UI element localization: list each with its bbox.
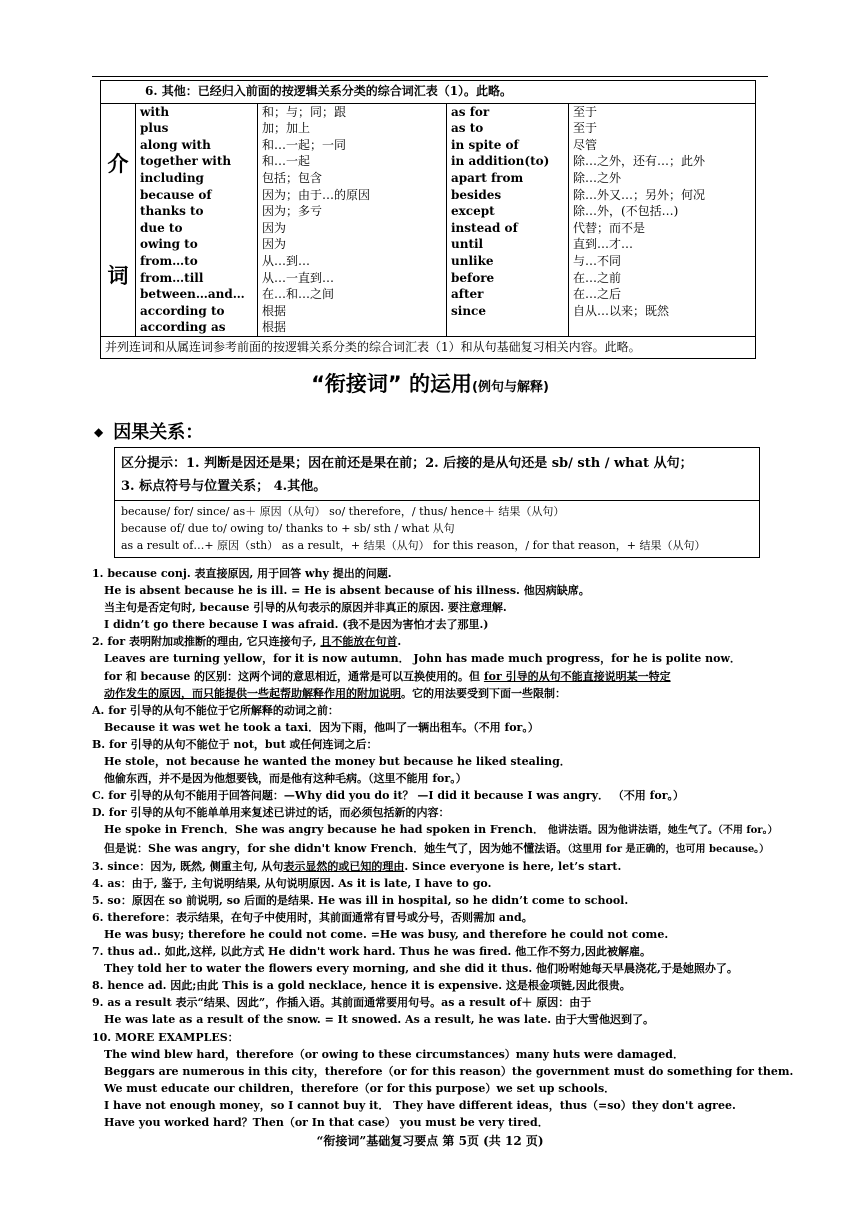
section-heading — [94, 418, 203, 444]
body-line: 6. therefore：表示结果，在句子中使用时，其前面通常有冒号或分号，否则需加 and。 — [92, 910, 533, 924]
table-body-row — [101, 103, 756, 336]
list-line: from…to — [140, 253, 198, 268]
body-line: They told her to water the flowers every morning, and she did it thus. 他们吩咐她每天早晨浇花,于是她照办了。 — [104, 962, 738, 976]
body-line: He was busy; therefore he could not come. =He was busy, and therefore he could not come. — [104, 927, 669, 941]
body-text: 2. for 表明附加或推断的理由, 它只连接句子, — [92, 635, 321, 649]
body-line: Leaves are turning yellow，for it is now autumn． John has made much progress，for he is polite now． — [104, 652, 741, 666]
list-line: instead of — [451, 220, 518, 235]
list-line: because of/ due to/ owing to/ thanks to + sb/ sth / what 从句 — [121, 522, 455, 535]
body-line: Have you worked hard？Then（or In that case） you must be very tired． — [104, 1116, 549, 1129]
list-line: because/ for/ since/ as＋ 原因（从句） so/ therefore，/ thus/ hence＋ 结果（从句） — [121, 505, 565, 518]
body-line: I didn’t go there because I was afraid. (我不是因为害怕才去了那里.) — [104, 618, 489, 632]
body-line: 7. thus ad.. 如此,这样, 以此方式 He didn't work hard. Thus he was fired. 他工作不努力,因此被解雇。 — [92, 945, 652, 959]
body-line: He was late as a result of the snow. = It snowed. As a result, he was late. 由于大雪他迟到了。 — [104, 1013, 654, 1027]
body-line: A. for 引导的从句不能位于它所解释的动词之前： — [92, 703, 339, 717]
body-line — [92, 858, 772, 875]
diamond-bullet-icon: ◆ — [94, 425, 104, 439]
body-line: D. for 引导的从句不能单单用来复述已讲过的话，而必须包括新的内容： — [92, 806, 450, 820]
label-bottom: 词 — [107, 263, 129, 288]
body-text: for 和 because 的区别：这两个词的意思相近，通常是可以互换使用的。但 — [104, 669, 484, 683]
body-line: 1. because conj. 表直接原因, 用于回答 why 提出的问题. — [92, 567, 392, 580]
list-line: 尽管 — [573, 137, 598, 152]
list-line: except — [451, 204, 495, 219]
list-line: 在…和…之间 — [262, 287, 335, 302]
page-title — [0, 368, 860, 398]
table-header-row — [101, 81, 756, 104]
label-top: 介 — [107, 151, 129, 176]
top-rule — [92, 76, 768, 77]
title-main: “衔接词” 的运用 — [311, 372, 473, 396]
body-line — [92, 668, 772, 685]
body-line: 5. so：原因在 so 前说明, so 后面的是结果. He was ill in hospital, so he didn’t come to school. — [92, 893, 629, 907]
list-line: plus — [140, 121, 169, 136]
list-line: 在…之后 — [573, 287, 622, 302]
page-footer: “衔接词”基础复习要点 第 5页 (共 12 页) — [316, 1134, 544, 1148]
list-line: after — [451, 287, 484, 302]
title-sub: (例句与解释) — [472, 380, 549, 395]
list-line: including — [140, 170, 204, 185]
body-line: He stole，not because he wanted the money but because he liked stealing． — [104, 755, 571, 769]
list-line: 代替；而不是 — [573, 220, 646, 235]
list-line: along with — [140, 137, 211, 152]
list-line: together with — [140, 154, 232, 169]
body-line: Because it was wet he took a taxi．因为下雨，他叫了一辆出租车。（不用 for。） — [104, 720, 539, 734]
body-text: He spoke in French．She was angry because he had spoken in French． — [104, 823, 545, 837]
list-line: apart from — [451, 170, 524, 185]
list-line: unlike — [451, 253, 494, 268]
list-line: 和…一起 — [262, 154, 311, 169]
list-line: according as — [140, 320, 226, 335]
list-line: 因为；由于…的原因 — [262, 187, 371, 202]
list-line: as to — [451, 121, 484, 136]
tip-box-patterns — [115, 501, 759, 557]
col1-english — [136, 103, 258, 336]
list-line: 根据 — [262, 303, 287, 318]
body-line: 10. MORE EXAMPLES： — [92, 1030, 239, 1044]
body-line: The wind blew hard，therefore（or owing to these circumstances）many huts were damaged． — [104, 1047, 684, 1061]
body-line: Beggars are numerous in this city，therefore（or for this reason）the government must do something for them. — [104, 1064, 794, 1078]
list-line: besides — [451, 187, 502, 202]
list-line: before — [451, 270, 495, 285]
list-line: in spite of — [451, 137, 519, 152]
list-line: 除…之外，还有…；此外 — [573, 154, 706, 169]
list-line: owing to — [140, 237, 198, 252]
list-line: 根据 — [262, 320, 287, 335]
body-line — [92, 840, 772, 858]
list-line: 和；与；同；跟 — [262, 104, 347, 119]
list-line: 从…一直到… — [262, 270, 335, 285]
list-line: 自从…以来；既然 — [573, 303, 670, 318]
body-underlined-text: 动作发生的原因，而只能提供一些起帮助解释作用的附加说明 — [104, 686, 401, 700]
body-line — [92, 821, 778, 839]
list-line: as a result of…+ 原因（sth） as a result，+ 结果（从句） for this reason，/ for that reason，+ 结果（从句） — [121, 539, 706, 552]
table-footer-text: 并列连词和从属连词参考前面的按逻辑关系分类的综合词汇表（1）和从句基础复习相关内容。此略。 — [101, 336, 756, 358]
table-label-cell — [101, 103, 136, 336]
body-text: . — [397, 635, 402, 649]
body-line: I have not enough money，so I cannot buy it． They have different ideas，thus（=so）they don't agree. — [104, 1098, 736, 1112]
list-line: 与…不同 — [573, 253, 622, 268]
list-line: because of — [140, 187, 212, 202]
list-line: since — [451, 303, 486, 318]
list-line: until — [451, 237, 484, 252]
col2-chinese — [569, 103, 756, 336]
list-line: 因为 — [262, 220, 287, 235]
list-line: 除…外又…；另外；何况 — [573, 187, 706, 202]
list-line: 因为；多亏 — [262, 204, 323, 219]
body-small-text: （这里用 for 是正确的，也可用 because。） — [567, 843, 770, 855]
list-line: in addition(to) — [451, 154, 550, 169]
list-line: 至于 — [573, 121, 598, 136]
list-line: 除…之外 — [573, 170, 622, 185]
list-line: from…till — [140, 270, 204, 285]
body-text: 。它的用法要受到下面一些限制： — [401, 686, 566, 700]
body-line: He is absent because he is ill. = He is absent because of his illness. 他因病缺席。 — [104, 584, 590, 598]
body-line: 当主句是否定句时, because 引导的从句表示的原因并非真正的原因. 要注意理解. — [104, 601, 507, 615]
tip-line-1: 区分提示：1. 判断是因还是果；因在前还是果在前；2. 后接的是从句还是 sb/ sth / what 从句； — [121, 456, 693, 471]
list-line: 除…外，(不包括…) — [573, 204, 679, 219]
body-underlined-text: for 引导的从句不能直接说明某一特定 — [483, 669, 671, 683]
section-heading-text: 因果关系： — [113, 422, 204, 443]
list-line: as for — [451, 104, 490, 119]
list-line: 和…一起；一同 — [262, 137, 347, 152]
body-text: . Since everyone is here, let’s start. — [404, 859, 622, 873]
body-line — [92, 685, 772, 702]
body-line: 8. hence ad. 因此;由此 This is a gold necklace, hence it is expensive. 这是根金项链,因此很贵。 — [92, 979, 631, 993]
col1-chinese — [258, 103, 447, 336]
body-small-text: 他讲法语。因为他讲法语，她生气了。（不用 for。） — [547, 825, 778, 837]
table-footer-row — [101, 336, 756, 358]
body-line: 4. as：由于, 鉴于, 主句说明结果, 从句说明原因. As it is late, I have to go. — [92, 876, 492, 890]
list-line: with — [140, 104, 170, 119]
body-line: We must educate our children，therefore（or for this purpose）we set up schools． — [104, 1081, 616, 1095]
list-line: 因为 — [262, 237, 287, 252]
body-line: 他偷东西，并不是因为他想要钱，而是他有这种毛病。（这里不能用 for。） — [104, 772, 467, 786]
body-line: C. for 引导的从句不能用于回答问题：—Why did you do it？ —I did it because I was angry． （不用 for。） — [92, 789, 684, 803]
body-line — [92, 633, 772, 650]
body-underlined-text: 表示显然的或已知的理由 — [283, 859, 405, 873]
list-line: 在…之前 — [573, 270, 622, 285]
body-line: 9. as a result 表示“结果、因此”，作插入语。其前面通常要用句号。as a result of＋ 原因：由于 — [92, 996, 592, 1010]
list-line: according to — [140, 303, 225, 318]
tip-box-hint — [115, 448, 759, 501]
list-line: 从…到… — [262, 253, 311, 268]
table-header-text: 6. 其他：已经归入前面的按逻辑关系分类的综合词汇表（1）。此略。 — [101, 81, 756, 104]
body-text: 但是说：She was angry，for she didn't know French．她生气了，因为她不懂法语。 — [104, 841, 568, 855]
body-line: B. for 引导的从句不能位于 not，but 或任何连词之后： — [92, 737, 378, 751]
list-line: 至于 — [573, 104, 598, 119]
list-line: between…and… — [140, 287, 245, 302]
list-line: 包括；包含 — [262, 170, 323, 185]
list-line: 加；加上 — [262, 121, 311, 136]
preposition-table — [100, 80, 756, 359]
list-line: due to — [140, 220, 183, 235]
body-text: 3. since：因为, 既然, 侧重主句, 从句 — [92, 859, 284, 873]
col2-english — [447, 103, 569, 336]
tip-line-2: 3. 标点符号与位置关系； 4.其他。 — [121, 479, 327, 494]
body-underlined-text: 且不能放在句首 — [320, 635, 398, 649]
list-line: thanks to — [140, 204, 204, 219]
list-line: 直到…才… — [573, 237, 634, 252]
tip-box — [114, 447, 760, 558]
explanation-body — [92, 565, 794, 1131]
